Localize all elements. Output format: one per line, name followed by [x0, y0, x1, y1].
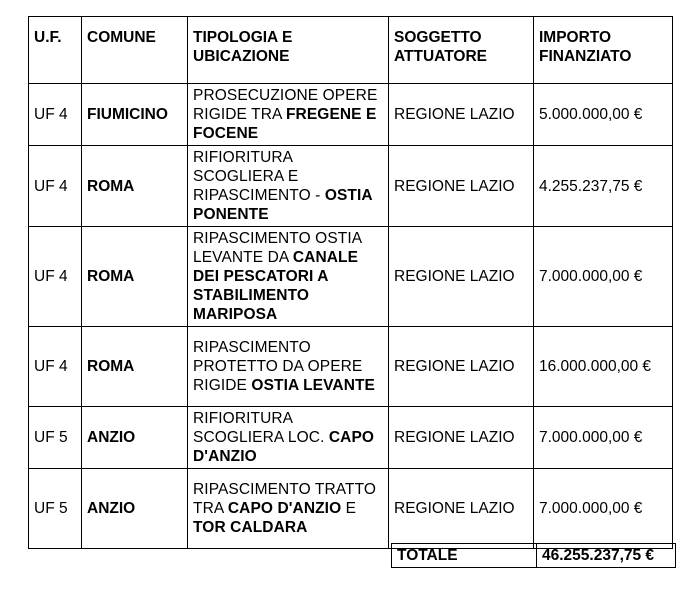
cell-soggetto: REGIONE LAZIO: [389, 407, 534, 469]
cell-importo: 4.255.237,75 €: [534, 146, 673, 227]
table-row: [29, 407, 673, 469]
funding-table: [28, 16, 673, 549]
cell-soggetto: REGIONE LAZIO: [389, 327, 534, 407]
cell-tipologia: RIPASCIMENTO PROTETTO DA OPERE RIGIDE OSTIA LEVANTE: [188, 327, 389, 407]
cell-comune: ROMA: [82, 146, 188, 227]
cell-uf: UF 4: [29, 327, 82, 407]
cell-soggetto: REGIONE LAZIO: [389, 469, 534, 549]
cell-soggetto: REGIONE LAZIO: [389, 84, 534, 146]
table-row: [29, 227, 673, 327]
cell-uf: UF 5: [29, 407, 82, 469]
table-row: [29, 469, 673, 549]
cell-tipologia: RIPASCIMENTO OSTIA LEVANTE DA CANALE DEI PESCATORI A STABILIMENTO MARIPOSA: [188, 227, 389, 327]
total-value: 46.255.237,75 €: [537, 544, 676, 568]
total-label: TOTALE: [392, 544, 537, 568]
cell-uf: UF 4: [29, 84, 82, 146]
cell-importo: 16.000.000,00 €: [534, 327, 673, 407]
cell-uf: UF 4: [29, 227, 82, 327]
header-importo: IMPORTO FINANZIATO: [534, 17, 673, 84]
header-comune: COMUNE: [82, 17, 188, 84]
table-row: [29, 146, 673, 227]
total-table: [391, 543, 676, 568]
cell-tipologia: RIPASCIMENTO TRATTO TRA CAPO D'ANZIO E TOR CALDARA: [188, 469, 389, 549]
cell-importo: 5.000.000,00 €: [534, 84, 673, 146]
cell-importo: 7.000.000,00 €: [534, 469, 673, 549]
cell-tipologia: PROSECUZIONE OPERE RIGIDE TRA FREGENE E FOCENE: [188, 84, 389, 146]
table-row: [29, 84, 673, 146]
table-row: [29, 327, 673, 407]
cell-tipologia: RIFIORITURA SCOGLIERA LOC. CAPO D'ANZIO: [188, 407, 389, 469]
cell-importo: 7.000.000,00 €: [534, 407, 673, 469]
cell-tipologia: RIFIORITURA SCOGLIERA E RIPASCIMENTO - OSTIA PONENTE: [188, 146, 389, 227]
header-row: [29, 17, 673, 84]
cell-comune: ANZIO: [82, 469, 188, 549]
cell-soggetto: REGIONE LAZIO: [389, 146, 534, 227]
cell-importo: 7.000.000,00 €: [534, 227, 673, 327]
cell-uf: UF 4: [29, 146, 82, 227]
cell-comune: ANZIO: [82, 407, 188, 469]
total-row: [392, 544, 676, 568]
cell-comune: ROMA: [82, 227, 188, 327]
cell-comune: FIUMICINO: [82, 84, 188, 146]
cell-comune: ROMA: [82, 327, 188, 407]
cell-uf: UF 5: [29, 469, 82, 549]
header-soggetto: SOGGETTO ATTUATORE: [389, 17, 534, 84]
header-tipologia: TIPOLOGIA E UBICAZIONE: [188, 17, 389, 84]
cell-soggetto: REGIONE LAZIO: [389, 227, 534, 327]
header-uf: U.F.: [29, 17, 82, 84]
